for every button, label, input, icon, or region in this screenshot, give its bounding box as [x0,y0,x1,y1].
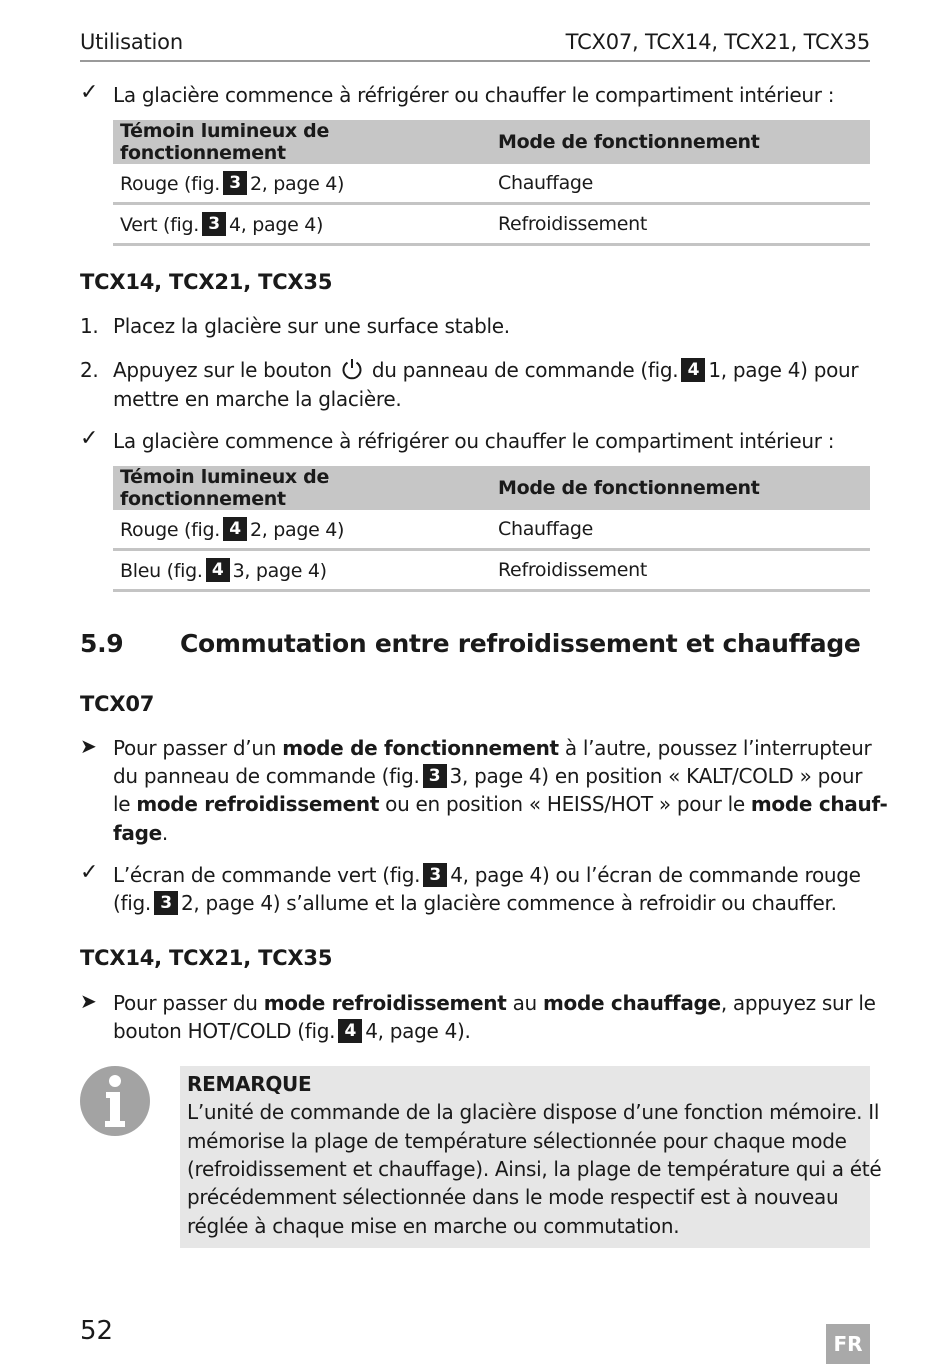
table-cell [113,204,491,245]
instruction-text [113,762,862,791]
bold-term: mode chauffage [542,991,721,1015]
text-part: 4, page 4). [365,1019,471,1043]
result-text [113,889,837,918]
instruction-text [113,1017,471,1046]
instruction-text [113,819,168,848]
note-line: (refroidissement et chauffage). Ainsi, la plage de température qui a été [187,1157,882,1181]
text-part: (fig. [113,891,151,915]
cell-text: Rouge (fig. [120,173,220,195]
text-part: , appuyez sur le [720,991,876,1015]
step-text-part: Appuyez sur le bouton [113,358,332,382]
cell-text: 2, page 4) [250,519,345,541]
bold-term: mode refroidissement [136,792,380,816]
model-subheading: TCX14, TCX21, TCX35 [80,270,333,294]
table-cell: Chauffage [491,510,870,550]
table-header-row [113,120,870,164]
figure-badge: 3 [423,863,447,887]
check-result-text: La glacière commence à réfrigérer ou chauffer le compartiment intérieur : [113,83,835,107]
text-part: . [161,821,168,845]
table-row [113,204,870,245]
cell-text: Bleu (fig. [120,560,203,582]
indicator-table-1 [113,120,870,246]
instruction-text [113,989,876,1018]
text-part: L’écran de commande vert (fig. [113,863,421,887]
step-text-part: 1, page 4) pour [708,358,859,382]
table-cell: Refroidissement [491,204,870,245]
note-line: précédemment sélectionnée dans le mode respectif est à nouveau [187,1185,839,1209]
text-part: bouton HOT/COLD (fig. [113,1019,336,1043]
checkmark-icon: ✓ [80,860,99,885]
figure-badge: 3 [223,171,247,195]
bold-term: mode de fonctionnement [282,736,559,760]
note-line: L’unité de commande de la glacière dispose d’une fonction mémoire. Il [187,1100,880,1124]
arrow-bullet-icon: ➤ [80,734,97,758]
checkmark-icon: ✓ [80,426,99,451]
figure-badge: 4 [681,358,705,382]
table-header-cell: Témoin lumineux de fonctionnement [113,120,491,164]
text-part: le [113,792,137,816]
cell-text: Vert (fig. [120,214,199,236]
power-icon [340,357,364,389]
cell-text: Rouge (fig. [120,519,220,541]
bold-term: mode refroidissement [263,991,507,1015]
model-subheading: TCX14, TCX21, TCX35 [80,946,333,970]
arrow-bullet-icon: ➤ [80,989,97,1013]
page-number: 52 [80,1316,114,1346]
instruction-text [113,790,888,819]
table-header-row [113,466,870,510]
step-text [113,356,858,389]
table-cell: Chauffage [491,164,870,204]
table-cell: Refroidissement [491,550,870,591]
note-title: REMARQUE [187,1072,312,1096]
cell-text: 2, page 4) [250,173,345,195]
table-header-cell: Mode de fonctionnement [491,466,870,510]
table-cell [113,550,491,591]
text-part: au [506,991,543,1015]
text-part: Pour passer d’un [113,736,283,760]
indicator-table-2 [113,466,870,592]
step-text: Placez la glacière sur une surface stable. [113,314,510,338]
table-row [113,164,870,204]
language-badge: FR [826,1324,870,1364]
table-cell [113,510,491,550]
header-model-list: TCX07, TCX14, TCX21, TCX35 [565,30,870,54]
checkmark-icon: ✓ [80,80,99,105]
note-line: réglée à chaque mise en marche ou commutation. [187,1214,680,1238]
step-text-continuation: mettre en marche la glacière. [113,387,402,411]
header-section-label: Utilisation [80,30,183,54]
cell-text: 3, page 4) [232,560,327,582]
text-part: ou en position « HEISS/HOT » pour le [379,792,751,816]
figure-badge: 4 [223,517,247,541]
table-header-cell: Mode de fonctionnement [491,120,870,164]
table-row [113,510,870,550]
text-part: du panneau de commande (fig. [113,764,420,788]
cell-text: 4, page 4) [229,214,324,236]
text-part: 2, page 4) s’allume et la glacière commence à refroidir ou chauffer. [180,891,837,915]
text-part: 4, page 4) ou l’écran de commande rouge [450,863,861,887]
figure-badge: 3 [423,764,447,788]
figure-badge: 3 [202,212,226,236]
step-number: 1. [80,314,99,338]
result-text [113,861,861,890]
step-number: 2. [80,358,99,382]
table-cell [113,164,491,204]
instruction-text [113,734,871,763]
section-number: 5.9 [80,629,124,658]
figure-badge: 4 [338,1019,362,1043]
step-text-part: du panneau de commande (fig. [371,358,679,382]
text-part: 3, page 4) en position « KALT/COLD » pour [449,764,863,788]
section-title: Commutation entre refroidissement et chauffage [180,629,861,658]
header-divider [80,60,870,62]
text-part: à l’autre, poussez l’interrupteur [558,736,872,760]
table-row [113,550,870,591]
text-part: Pour passer du [113,991,264,1015]
bold-term: fage [113,821,162,845]
model-subheading: TCX07 [80,692,155,716]
table-header-cell: Témoin lumineux de fonctionnement [113,466,491,510]
bold-term: mode chauf- [750,792,888,816]
figure-badge: 3 [154,891,178,915]
check-result-text: La glacière commence à réfrigérer ou chauffer le compartiment intérieur : [113,429,835,453]
note-line: mémorise la plage de température sélectionnée pour chaque mode [187,1129,847,1153]
info-icon [80,1066,150,1136]
figure-badge: 4 [206,558,230,582]
